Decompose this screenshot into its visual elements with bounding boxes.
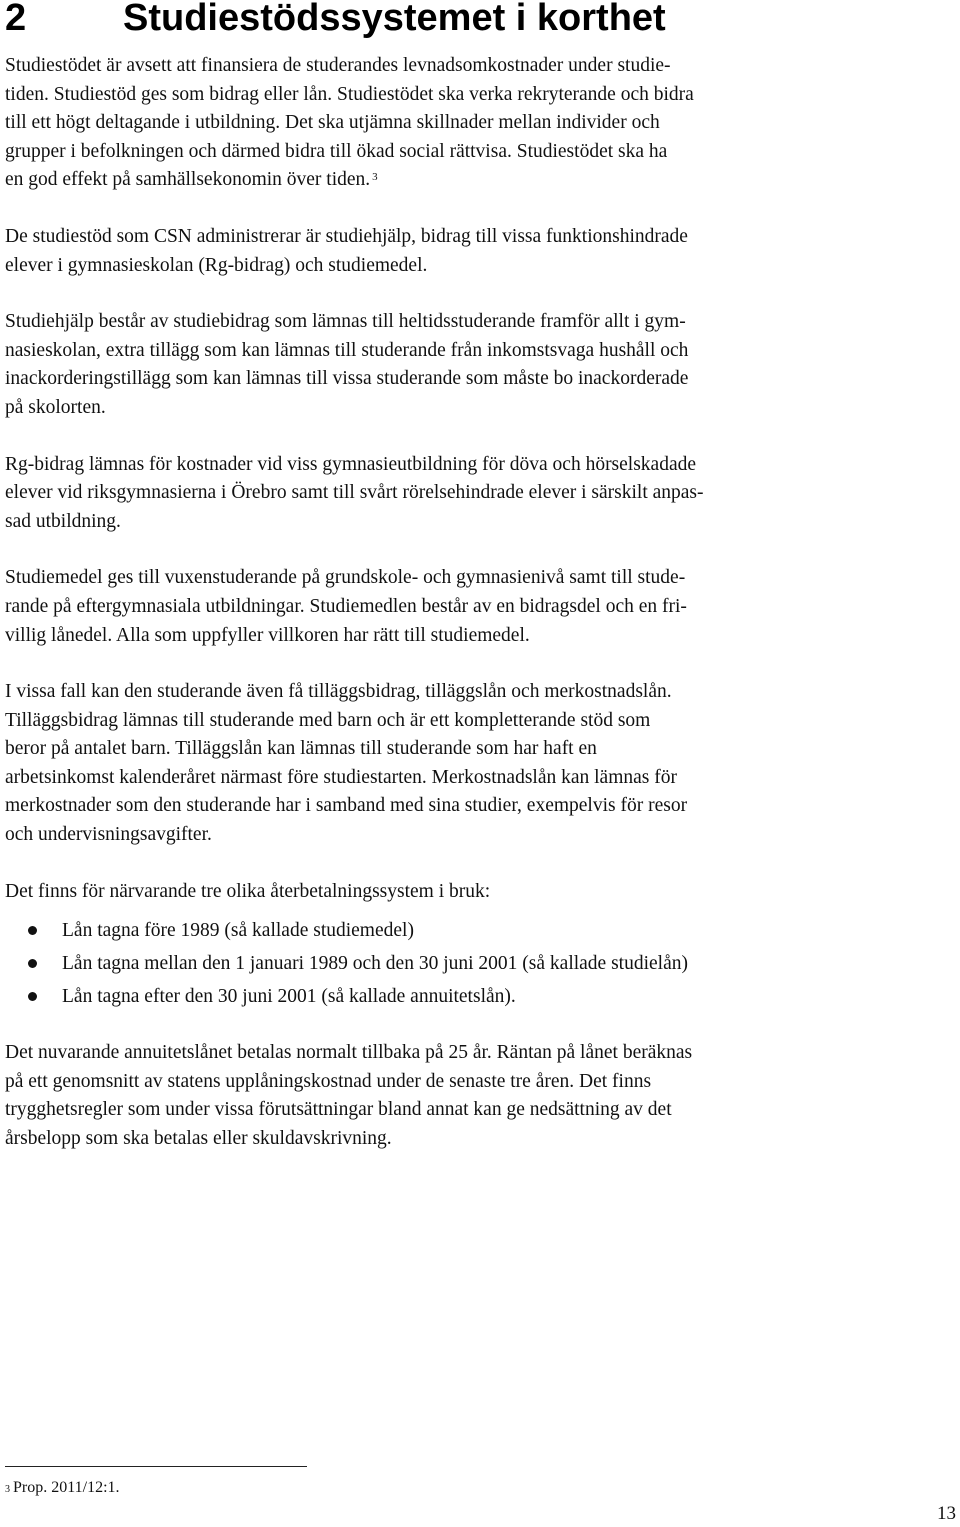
text-line: nasieskolan, extra tillägg som kan lämnas till studerande från inkomstsvaga hushåll och xyxy=(5,339,689,361)
text-line: arbetsinkomst kalenderåret närmast före studiestarten. Merkostnadslån kan lämnas för xyxy=(5,766,677,788)
section-number: 2 xyxy=(5,0,27,39)
text-line: elever i gymnasieskolan (Rg-bidrag) och studiemedel. xyxy=(5,254,428,276)
text-line: trygghetsregler som under vissa förutsättningar bland annat kan ge nedsättning av det xyxy=(5,1099,672,1121)
paragraph-studiehjalp xyxy=(5,308,875,422)
footnote-text: Prop. 2011/12:1. xyxy=(13,1479,120,1496)
section-title: Studiestödssystemet i korthet xyxy=(123,0,666,39)
page-number: 13 xyxy=(937,1503,956,1524)
text-line: I vissa fall kan den studerande även få tilläggsbidrag, tilläggslån och merkostnadslån. xyxy=(5,681,672,703)
text-line: till ett högt deltagande i utbildning. Det ska utjämna skillnader mellan individer och xyxy=(5,112,660,134)
text-line: villig lånedel. Alla som uppfyller villkoren har rätt till studiemedel. xyxy=(5,624,530,646)
footnote-reference: 3 xyxy=(372,171,378,184)
repayment-systems-list xyxy=(5,914,875,1013)
list-item-text: Lån tagna mellan den 1 januari 1989 och den 30 juni 2001 (så kallade studielån) xyxy=(62,953,688,975)
paragraph-studiemedel xyxy=(5,564,875,650)
body-text xyxy=(5,52,875,1182)
text-line: på skolorten. xyxy=(5,396,106,418)
text-line: tiden. Studiestöd ges som bidrag eller lån. Studiestödet ska verka rekryterande och bidra xyxy=(5,83,694,105)
footnote xyxy=(5,1477,120,1499)
text-line: grupper i befolkningen och därmed bidra till ökad social rättvisa. Studiestödet ska ha xyxy=(5,140,668,162)
footnote-divider xyxy=(5,1466,307,1467)
text-line: Studiestödet är avsett att finansiera de studerandes levnadsomkostnader under studie- xyxy=(5,55,671,76)
paragraph-csn-support-types xyxy=(5,223,875,280)
text-line: Studiemedel ges till vuxenstuderande på grundskole- och gymnasienivå samt till stude- xyxy=(5,567,686,589)
text-line: rande på eftergymnasiala utbildningar. Studiemedlen består av en bidragsdel och en fri- xyxy=(5,595,687,617)
text-line: på ett genomsnitt av statens upplåningskostnad under de senaste tre åren. Det finns xyxy=(5,1070,652,1092)
text-line-content: en god effekt på samhällsekonomin över tiden. xyxy=(5,169,371,191)
paragraph-additional-support xyxy=(5,678,875,850)
text-line: inackorderingstillägg som kan lämnas till vissa studerande som måste bo inackorderade xyxy=(5,368,689,390)
text-line: beror på antalet barn. Tilläggslån kan lämnas till studerande som har haft en xyxy=(5,738,597,760)
text-line: elever vid riksgymnasierna i Örebro samt till svårt rörelsehindrade elever i särskilt anpas- xyxy=(5,482,704,504)
text-line: Rg-bidrag lämnas för kostnader vid viss gymnasieutbildning för döva och hörselskadade xyxy=(5,453,697,475)
list-item xyxy=(5,914,875,947)
list-item-text: Lån tagna före 1989 (så kallade studiemedel) xyxy=(62,920,414,942)
bullet-icon xyxy=(28,959,37,968)
text-line: Det finns för närvarande tre olika återbetalningssystem i bruk: xyxy=(5,880,491,902)
text-line: merkostnader som den studerande har i samband med sina studier, exempelvis för resor xyxy=(5,795,688,817)
paragraph-rg-bidrag xyxy=(5,451,875,537)
text-line: Studiehjälp består av studiebidrag som lämnas till heltidsstuderande framför allt i gym- xyxy=(5,311,686,333)
text-line: och undervisningsavgifter. xyxy=(5,824,212,846)
text-line: Det nuvarande annuitetslånet betalas normalt tillbaka på 25 år. Räntan på lånet beräknas xyxy=(5,1042,693,1064)
paragraph-annuity-loan xyxy=(5,1039,875,1153)
text-line: De studiestöd som CSN administrerar är studiehjälp, bidrag till vissa funktionshindrade xyxy=(5,225,688,247)
list-item xyxy=(5,980,875,1013)
footnote-marker: 3 xyxy=(5,1484,10,1495)
list-item-text: Lån tagna efter den 30 juni 2001 (så kallade annuitetslån). xyxy=(62,986,516,1008)
paragraph-purpose xyxy=(5,52,875,195)
section-heading xyxy=(5,0,666,40)
text-line: Tilläggsbidrag lämnas till studerande med barn och är ett kompletterande stöd som xyxy=(5,709,651,731)
text-line: årsbelopp som ska betalas eller skuldavskrivning. xyxy=(5,1128,392,1150)
list-item xyxy=(5,947,875,980)
bullet-icon xyxy=(28,926,37,935)
text-line xyxy=(5,166,875,195)
bullet-icon xyxy=(28,992,37,1001)
text-line: sad utbildning. xyxy=(5,510,121,532)
paragraph-repayment-intro xyxy=(5,878,875,907)
